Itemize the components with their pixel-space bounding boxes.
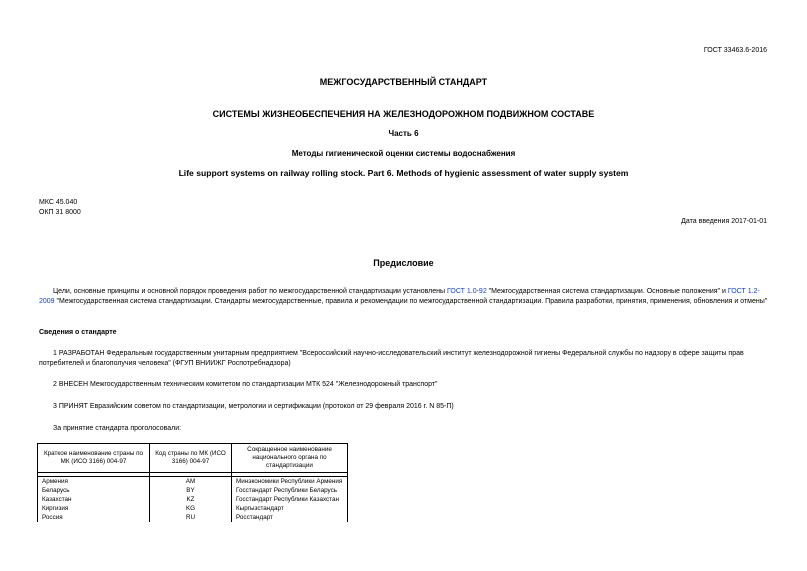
part-label: Часть 6 xyxy=(388,129,419,138)
national-body-cell: Госстандарт Республики Казахстан xyxy=(232,495,348,504)
document-title: СИСТЕМЫ ЖИЗНЕОБЕСПЕЧЕНИЯ НА ЖЕЛЕЗНОДОРОЖНОМ ПОДВИЖНОМ СОСТАВЕ xyxy=(212,109,595,119)
voting-countries-table xyxy=(37,443,348,522)
country-name-cell: Казахстан xyxy=(38,495,150,504)
table-row xyxy=(38,513,348,522)
table-row xyxy=(38,486,348,495)
table-row xyxy=(38,477,348,487)
national-body-cell: Росстандарт xyxy=(232,513,348,522)
interstate-standard-heading: МЕЖГОСУДАРСТВЕННЫЙ СТАНДАРТ xyxy=(319,77,488,87)
foreword-paragraph xyxy=(39,287,769,307)
country-name-cell: Армения xyxy=(38,477,150,487)
foreword-heading: Предисловие xyxy=(373,258,434,268)
standard-info-heading: Сведения о стандарте xyxy=(39,329,117,336)
country-name-cell: Россия xyxy=(38,513,150,522)
foreword-text-a: Цели, основные принципы и основной порядок проведения работ по межгосударственной стандартизации установлены xyxy=(53,288,447,295)
classification-codes xyxy=(39,198,81,218)
foreword-text-b: "Межгосударственная система стандартизации. Основные положения" и xyxy=(486,288,728,295)
national-body-header: Сокращенное наименование национального органа по стандартизации xyxy=(232,444,348,473)
country-name-cell: Киргизия xyxy=(38,504,150,513)
document-subtitle: Методы гигиенической оценки системы водоснабжения xyxy=(291,149,516,158)
intro-date: Дата введения 2017-01-01 xyxy=(681,218,767,225)
developed-by-item: 1 РАЗРАБОТАН Федеральным государственным унитарным предприятием "Всероссийский научно-исследовательский институт железнодорожной гигиены Федеральной службы по надзору в сфере защиты прав потребителей и благополучия человека" (ФГУП ВНИИЖГ Роспотребнадзора) xyxy=(39,350,744,367)
mks-code: МКС 45.040 xyxy=(39,199,78,206)
country-code-header: Код страны по МК (ИСО 3166) 004-97 xyxy=(150,444,232,473)
country-code-cell: RU xyxy=(150,513,232,522)
country-name-cell: Беларусь xyxy=(38,486,150,495)
national-body-cell: Минэкономики Республики Армения xyxy=(232,477,348,487)
okp-code: ОКП 31 8000 xyxy=(39,209,81,216)
standard-code: ГОСТ 33463.6-2016 xyxy=(703,47,767,54)
english-title: Life support systems on railway rolling stock. Part 6. Methods of hygienic assessment of water supply system xyxy=(178,168,629,178)
country-code-cell: AM xyxy=(150,477,232,487)
national-body-cell: Госстандарт Республики Беларусь xyxy=(232,486,348,495)
gost-1-0-92-link[interactable]: ГОСТ 1.0-92 xyxy=(446,288,487,295)
table-header-row xyxy=(38,444,348,473)
gost-1-2-2009-link[interactable]: ГОСТ 1.2-2009 xyxy=(39,288,760,305)
country-code-cell: KZ xyxy=(150,495,232,504)
country-code-cell: BY xyxy=(150,486,232,495)
country-name-header: Краткое наименование страны по МК (ИСО 3166) 004-97 xyxy=(38,444,150,473)
national-body-cell: Кыргызстандарт xyxy=(232,504,348,513)
foreword-text-c: "Межгосударственная система стандартизации. Стандарты межгосударственные, правила и рекомендации по межгосударственной стандартизации. Правила разработки, принятия, применения, обновления и отмены" xyxy=(54,298,768,305)
table-row xyxy=(38,495,348,504)
table-row xyxy=(38,504,348,513)
submitted-by-item: 2 ВНЕСЕН Межгосударственным техническим комитетом по стандартизации МТК 524 "Железнодорожный транспорт" xyxy=(53,381,438,388)
adopted-by-item: 3 ПРИНЯТ Евразийским советом по стандартизации, метрологии и сертификации (протокол от 29 февраля 2016 г. N 85-П) xyxy=(53,403,454,410)
country-code-cell: KG xyxy=(150,504,232,513)
voted-label: За принятие стандарта проголосовали: xyxy=(53,425,182,432)
